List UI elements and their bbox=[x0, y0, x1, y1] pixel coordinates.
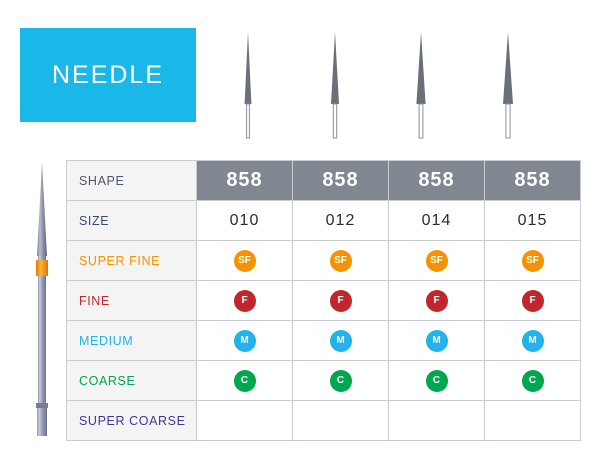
grit-dot-fine: F bbox=[426, 290, 448, 312]
grit-dot-super-fine: SF bbox=[234, 250, 256, 272]
row-label-coarse: COARSE bbox=[67, 361, 197, 401]
grit-cell-fine-col2 bbox=[293, 281, 389, 321]
page-title: NEEDLE bbox=[51, 60, 165, 89]
needle-bur-012-illustration bbox=[322, 30, 348, 140]
grit-dot-super-fine: SF bbox=[522, 250, 544, 272]
table-row-super-fine bbox=[67, 241, 581, 281]
category-title-badge bbox=[20, 28, 196, 122]
grit-cell-super-fine-col4 bbox=[485, 241, 581, 281]
table-row-shape bbox=[67, 161, 581, 201]
grit-dot-medium: M bbox=[522, 330, 544, 352]
grit-cell-medium-col4 bbox=[485, 321, 581, 361]
grit-cell-super-fine-col1 bbox=[197, 241, 293, 281]
grit-dot-fine: F bbox=[522, 290, 544, 312]
needle-bur-015-illustration bbox=[495, 30, 521, 140]
shape-value-col2: 858 bbox=[293, 161, 389, 201]
needle-diamond-bur-large-illustration bbox=[22, 160, 66, 440]
size-value-col4: 015 bbox=[485, 201, 581, 241]
grit-dot-fine: F bbox=[330, 290, 352, 312]
row-label-fine: FINE bbox=[67, 281, 197, 321]
size-value-col1: 010 bbox=[197, 201, 293, 241]
shape-value-col4: 858 bbox=[485, 161, 581, 201]
grit-cell-coarse-col3 bbox=[389, 361, 485, 401]
grit-cell-super-coarse-col1 bbox=[197, 401, 293, 441]
grit-cell-super-coarse-col2 bbox=[293, 401, 389, 441]
grit-dot-fine: F bbox=[234, 290, 256, 312]
size-value-col2: 012 bbox=[293, 201, 389, 241]
grit-cell-medium-col2 bbox=[293, 321, 389, 361]
grit-cell-coarse-col4 bbox=[485, 361, 581, 401]
table-row-coarse bbox=[67, 361, 581, 401]
grit-cell-coarse-col2 bbox=[293, 361, 389, 401]
grit-cell-fine-col1 bbox=[197, 281, 293, 321]
grit-dot-medium: M bbox=[330, 330, 352, 352]
needle-bur-010-illustration bbox=[235, 30, 261, 140]
grit-dot-coarse: C bbox=[330, 370, 352, 392]
grit-cell-coarse-col1 bbox=[197, 361, 293, 401]
size-value-col3: 014 bbox=[389, 201, 485, 241]
row-label-shape: SHAPE bbox=[67, 161, 197, 201]
table-row-medium bbox=[67, 321, 581, 361]
grit-cell-fine-col3 bbox=[389, 281, 485, 321]
grit-dot-coarse: C bbox=[522, 370, 544, 392]
row-label-super-fine: SUPER FINE bbox=[67, 241, 197, 281]
grit-cell-fine-col4 bbox=[485, 281, 581, 321]
shape-value-col1: 858 bbox=[197, 161, 293, 201]
grit-dot-coarse: C bbox=[234, 370, 256, 392]
grit-cell-medium-col1 bbox=[197, 321, 293, 361]
bur-specification-table bbox=[66, 160, 581, 441]
table-row-super-coarse bbox=[67, 401, 581, 441]
grit-dot-super-fine: SF bbox=[426, 250, 448, 272]
needle-bur-014-illustration bbox=[408, 30, 434, 140]
row-label-medium: MEDIUM bbox=[67, 321, 197, 361]
grit-dot-coarse: C bbox=[426, 370, 448, 392]
row-label-super-coarse: SUPER COARSE bbox=[67, 401, 197, 441]
grit-cell-super-coarse-col3 bbox=[389, 401, 485, 441]
grit-dot-medium: M bbox=[234, 330, 256, 352]
grit-cell-super-coarse-col4 bbox=[485, 401, 581, 441]
grit-dot-super-fine: SF bbox=[330, 250, 352, 272]
shape-value-col3: 858 bbox=[389, 161, 485, 201]
table-row-fine bbox=[67, 281, 581, 321]
grit-dot-medium: M bbox=[426, 330, 448, 352]
grit-cell-super-fine-col2 bbox=[293, 241, 389, 281]
table-row-size bbox=[67, 201, 581, 241]
row-label-size: SIZE bbox=[67, 201, 197, 241]
grit-cell-super-fine-col3 bbox=[389, 241, 485, 281]
grit-cell-medium-col3 bbox=[389, 321, 485, 361]
